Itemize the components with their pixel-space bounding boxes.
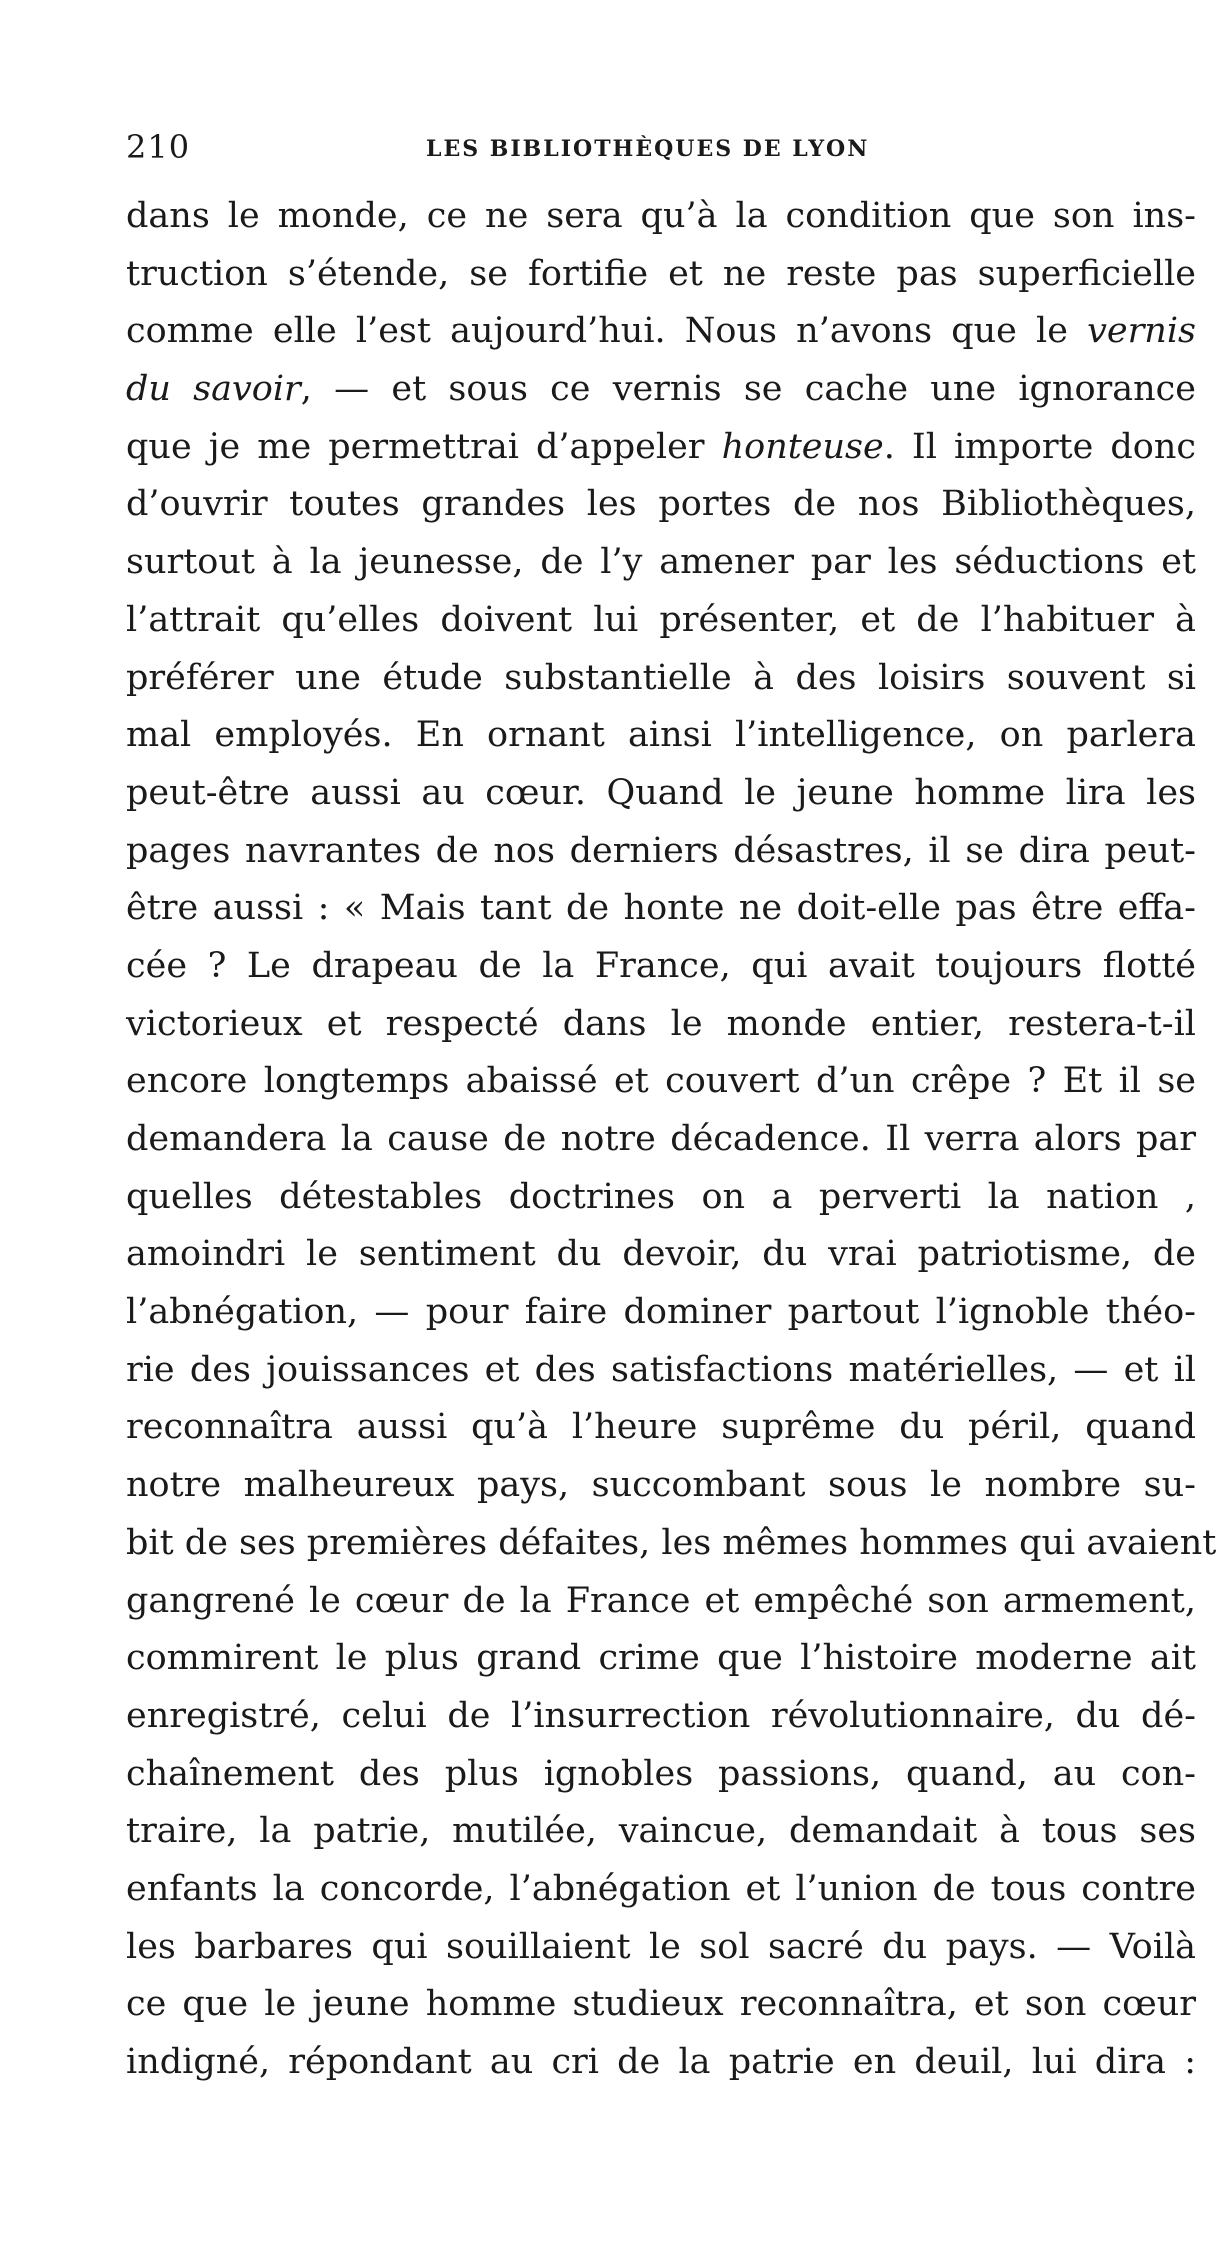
text-segment: d’ouvrir toutes grandes les portes de nos Bibliothèques, (126, 484, 1196, 525)
text-segment: pages navrantes de nos derniers désastres, il se dira peut- (126, 830, 1196, 871)
text-segment: . Il importe donc (883, 426, 1196, 467)
text-segment: enregistré, celui de l’insurrection révolutionnaire, du dé- (126, 1695, 1196, 1736)
text-segment: bit de ses premières défaites, les mêmes hommes qui avaient (126, 1522, 1216, 1563)
body-text (126, 188, 1216, 2092)
text-line (126, 707, 1196, 765)
text-line (126, 1573, 1196, 1631)
text-segment: être aussi : « Mais tant de honte ne doit-elle pas être effa- (126, 888, 1196, 929)
text-line (126, 246, 1196, 304)
italic-text: vernis (1087, 311, 1196, 352)
text-line (126, 419, 1196, 477)
text-segment: commirent le plus grand crime que l’histoire moderne ait (126, 1638, 1196, 1679)
text-segment: indigné, répondant au cri de la patrie en deuil, lui dira : (126, 2042, 1196, 2082)
text-segment: les barbares qui souillaient le sol sacré du pays. — Voilà (126, 1926, 1196, 1967)
text-line (126, 534, 1196, 592)
text-segment: chaînement des plus ignobles passions, quand, au con- (126, 1753, 1196, 1794)
text-line (126, 1861, 1196, 1919)
text-line (126, 1803, 1196, 1861)
italic-text: du savoir (126, 369, 301, 410)
text-line (126, 650, 1196, 708)
text-segment: surtout à la jeunesse, de l’y amener par les séductions et (126, 542, 1196, 583)
text-line (126, 1919, 1196, 1977)
text-line (126, 765, 1196, 823)
text-line (126, 1226, 1196, 1284)
text-segment: traire, la patrie, mutilée, vaincue, demandait à tous ses (126, 1811, 1196, 1852)
text-line (126, 1688, 1196, 1746)
text-line (126, 1399, 1196, 1457)
text-segment: notre malheureux pays, succombant sous le nombre su- (126, 1465, 1196, 1506)
text-line (126, 303, 1196, 361)
text-line (126, 1111, 1196, 1169)
text-line (126, 1284, 1196, 1342)
text-segment: que je me permettrai d’appeler (126, 426, 722, 467)
text-segment: dans le monde, ce ne sera qu’à la condition que son ins- (126, 196, 1196, 236)
text-segment: préférer une étude substantielle à des loisirs souvent si (126, 657, 1196, 698)
text-segment: , — et sous ce vernis se cache une ignorance (300, 369, 1196, 410)
text-line (126, 1053, 1196, 1111)
text-segment: l’attrait qu’elles doivent lui présenter, et de l’habituer à (126, 599, 1196, 640)
text-line (126, 1746, 1196, 1804)
text-segment: gangrené le cœur de la France et empêché son armement, (126, 1580, 1196, 1621)
text-segment: amoindri le sentiment du devoir, du vrai patriotisme, de (126, 1234, 1196, 1275)
text-segment: quelles détestables doctrines on a perverti la nation , (126, 1176, 1196, 1217)
text-line (126, 1457, 1196, 1515)
text-segment: victorieux et respecté dans le monde entier, restera-t-il (126, 1003, 1196, 1044)
page-number: 210 (126, 128, 191, 166)
text-line (126, 2034, 1196, 2092)
text-line (126, 1169, 1196, 1227)
text-line (126, 476, 1196, 534)
italic-text: honteuse (721, 426, 884, 467)
text-line (126, 1630, 1196, 1688)
text-line (126, 880, 1196, 938)
running-title: LES BIBLIOTHÈQUES DE LYON (426, 136, 870, 162)
text-segment: reconnaîtra aussi qu’à l’heure suprême du péril, quand (126, 1407, 1196, 1448)
text-segment: mal employés. En ornant ainsi l’intelligence, on parlera (126, 715, 1196, 756)
text-segment: enfants la concorde, l’abnégation et l’union de tous contre (126, 1868, 1196, 1909)
text-segment: l’abnégation, — pour faire dominer partout l’ignoble théo- (126, 1292, 1196, 1333)
text-line (126, 1976, 1196, 2034)
text-line (126, 1342, 1196, 1400)
text-line (126, 188, 1196, 246)
text-segment: ce que le jeune homme studieux reconnaîtra, et son cœur (126, 1984, 1196, 2025)
text-segment: comme elle l’est aujourd’hui. Nous n’avons que le (126, 311, 1088, 352)
text-line (126, 592, 1196, 650)
text-line (126, 823, 1196, 881)
text-line (126, 996, 1196, 1054)
text-line (126, 938, 1196, 996)
text-segment: peut-être aussi au cœur. Quand le jeune homme lira les (126, 772, 1196, 813)
page-header (126, 128, 1196, 168)
text-segment: demandera la cause de notre décadence. Il verra alors par (126, 1119, 1196, 1159)
text-segment: encore longtemps abaissé et couvert d’un crêpe ? Et il se (126, 1061, 1196, 1102)
text-line (126, 1515, 1216, 1573)
text-segment: cée ? Le drapeau de la France, qui avait toujours flotté (126, 945, 1196, 986)
text-line (126, 361, 1196, 419)
text-segment: truction s’étende, se fortifie et ne reste pas superficielle (126, 253, 1196, 294)
text-segment: rie des jouissances et des satisfactions matérielles, — et il (126, 1349, 1196, 1390)
